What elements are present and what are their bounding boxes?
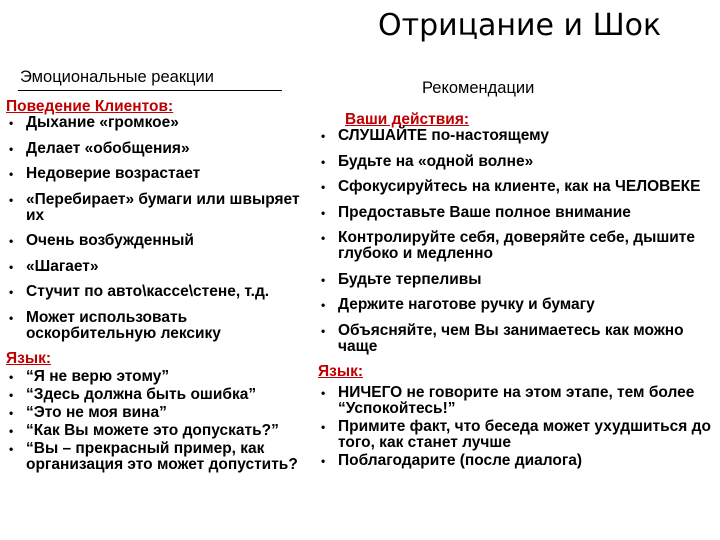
behavior-item: • «Перебирает» бумаги или швыряет их — [6, 192, 311, 224]
language-item: • “Я не верю этому” — [6, 369, 311, 385]
language-item: • “Это не моя вина” — [6, 405, 311, 421]
behavior-item: • Может использовать оскорбительную лексику — [6, 310, 311, 342]
action-item: • Будьте на «одной волне» — [318, 154, 718, 170]
recommendations-header: Рекомендации — [422, 79, 535, 97]
behavior-item: • Очень возбужденный — [6, 233, 311, 249]
language-item: • “Здесь должна быть ошибка” — [6, 387, 311, 403]
action-item: • Контролируйте себя, доверяйте себе, дышите глубоко и медленно — [318, 230, 718, 262]
behavior-item: • Дыхание «громкое» — [6, 115, 311, 131]
behavior-item: • Недоверие возрастает — [6, 166, 311, 182]
recommendations-column — [318, 112, 718, 469]
action-item: • Предоставьте Ваше полное внимание — [318, 205, 718, 221]
recommended-language-heading: Язык: — [318, 363, 364, 380]
action-item: • СЛУШАЙТЕ по-настоящему — [318, 128, 718, 144]
recommended-language-item: • Поблагодарите (после диалога) — [318, 453, 718, 469]
slide-title: Отрицание и Шок — [378, 8, 662, 43]
recommended-language-item: • Примите факт, что беседа может ухудшиться до того, как станет лучше — [318, 419, 718, 451]
emotional-reactions-column — [6, 99, 311, 473]
behavior-item: • Делает «обобщения» — [6, 141, 311, 157]
your-actions-heading: Ваши действия: — [345, 111, 470, 128]
recommended-language-item: • НИЧЕГО не говорите на этом этапе, тем более “Успокойтесь!” — [318, 385, 718, 417]
language-item: • “Как Вы можете это допускать?” — [6, 423, 311, 439]
behavior-item: • Стучит по авто\кассе\стене, т.д. — [6, 284, 311, 300]
client-language-heading: Язык: — [6, 350, 52, 367]
action-item: • Объясняйте, чем Вы занимаетесь как можно чаще — [318, 323, 718, 355]
client-behavior-heading: Поведение Клиентов: — [6, 98, 174, 115]
action-item: • Держите наготове ручку и бумагу — [318, 297, 718, 313]
language-item: • “Вы – прекрасный пример, как организация это может допустить? — [6, 441, 311, 473]
action-item: • Сфокусируйтесь на клиенте, как на ЧЕЛОВЕКЕ — [318, 179, 718, 195]
behavior-item: • «Шагает» — [6, 259, 311, 275]
action-item: • Будьте терпеливы — [318, 272, 718, 288]
emotional-reactions-header: Эмоциональные реакции — [18, 68, 282, 91]
